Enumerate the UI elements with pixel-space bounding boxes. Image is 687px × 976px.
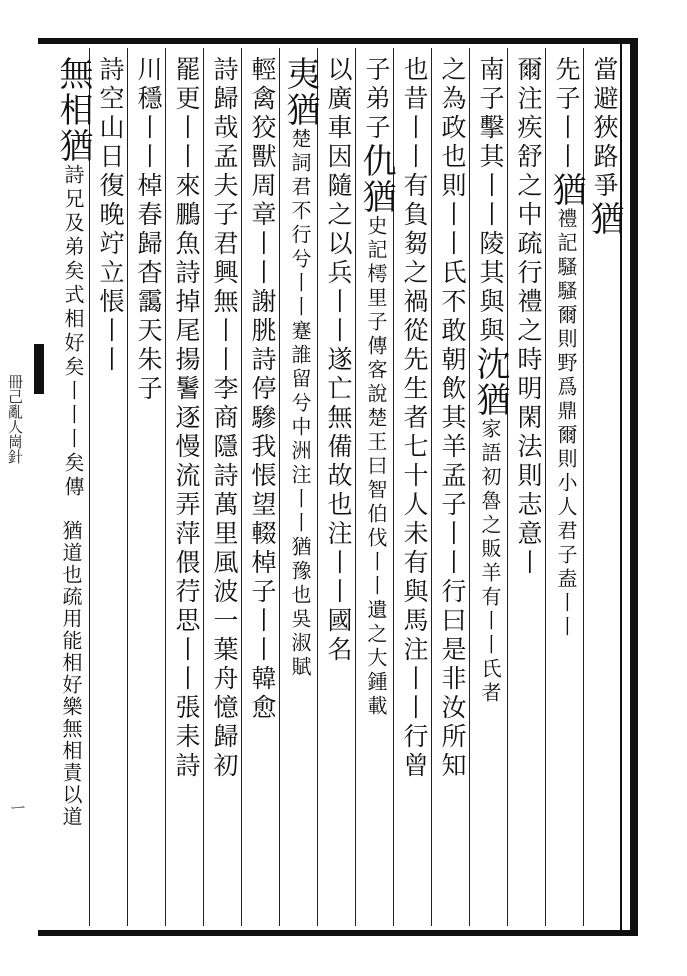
text-column-2: [546, 56, 586, 640]
headword: 沈猶: [470, 346, 510, 418]
column-note: 楚詞君不行兮丨丨蹇誰留兮中洲注丨丨猶豫也吳淑賦: [288, 128, 312, 680]
margin-caption: 冊己亂人崗針: [6, 374, 24, 464]
column-text: 當避狹路爭: [590, 56, 619, 201]
text-column-9: [280, 56, 320, 680]
text-column-8: [321, 56, 355, 665]
column-text: 輕禽狡獸周章丨丨謝朓詩停驂我悵望輟棹子丨丨韓愈: [248, 56, 277, 723]
right-border: [630, 38, 638, 936]
column-note: 史記樗里子傳客說楚王曰智伯伐丨丨遺之大鍾載: [364, 215, 388, 719]
column-rule: [241, 48, 242, 926]
headword: 猶: [546, 172, 586, 208]
text-column-6: [397, 56, 431, 781]
column-rule: [165, 48, 166, 926]
headword: 無相猶: [53, 56, 93, 164]
column-rule: [431, 48, 432, 926]
text-column-13: [131, 56, 165, 404]
column-rule: [127, 48, 128, 926]
left-margin: [0, 44, 38, 930]
column-rule: [507, 48, 508, 926]
text-column-12: [169, 56, 203, 781]
column-text: 詩歸哉孟夫子君興無丨丨李商隱詩萬里風波一葉舟憶歸初: [210, 56, 239, 781]
text-column-4: [470, 56, 510, 706]
column-text: 川穩丨丨棹春歸杳靄天朱子: [134, 56, 163, 404]
column-text: 以廣車因隨之以兵丨丨遂亡無備故也注丨丨國名: [324, 56, 353, 665]
text-column-5: [435, 56, 469, 781]
column-text: 先子丨丨: [552, 56, 581, 172]
text-column-10: [245, 56, 279, 723]
column-note: 家語初魯之販羊有丨丨氏者: [478, 418, 502, 706]
column-text: 也昔丨丨有負芻之禍從先生者七十人未有與馬注丨丨行曾: [400, 56, 429, 781]
column-text: 猶道也疏用能相好樂無相責以道: [59, 520, 83, 828]
text-column-14: [93, 56, 127, 375]
text-column-7: [356, 56, 396, 719]
text-column-16: [56, 520, 86, 828]
column-note: 詩兄及弟矣式相好矣丨丨丨矣傳: [61, 164, 85, 500]
margin-mark: ㄧ: [8, 796, 28, 820]
column-rule: [279, 48, 280, 926]
column-rule: [469, 48, 470, 926]
column-text: 子弟子: [362, 56, 391, 143]
fold-mark: [34, 344, 44, 394]
text-column-1: [584, 56, 624, 237]
column-rule: [203, 48, 204, 926]
column-text: 詩空山日復晚竚立悵丨丨: [96, 56, 125, 375]
text-column-15: [53, 56, 93, 500]
column-rule: [317, 48, 318, 926]
column-text: 南子擊其丨丨陵其與與: [476, 56, 505, 346]
text-column-3: [511, 56, 545, 578]
column-note: 禮記騷騷爾則野爲鼎爾則小人君子盍丨丨: [554, 208, 578, 640]
headword: 猶: [584, 201, 624, 237]
bottom-border: [38, 930, 638, 936]
headword: 夷猶: [280, 56, 320, 128]
top-border: [38, 38, 638, 44]
column-text: 罷更丨丨來鵬魚詩掉尾揚鬐逐慢流弄萍偎荇思丨丨張耒詩: [172, 56, 201, 781]
column-text: 之為政也則丨丨氏不敢朝飲其羊孟子丨丨行曰是非汝所知: [438, 56, 467, 781]
column-text: 爾注疾舒之中疏行禮之時明閑法則志意丨: [514, 56, 543, 578]
text-column-11: [207, 56, 241, 781]
headword: 仇猶: [356, 143, 396, 215]
